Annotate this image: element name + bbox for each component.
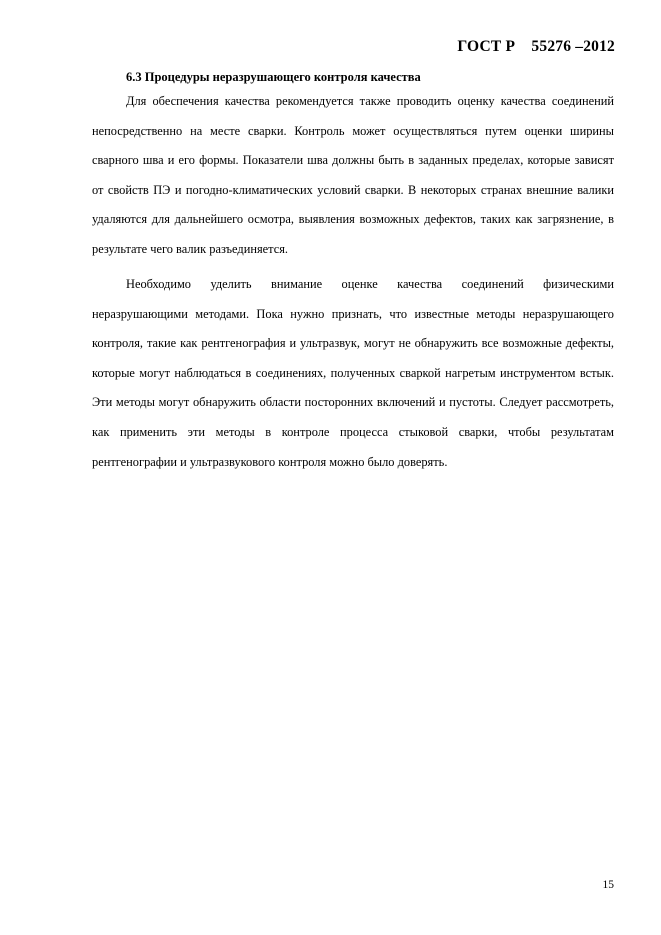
section-title: 6.3 Процедуры неразрушающего контроля качества [126,70,421,84]
page-number: 15 [602,879,614,891]
document-code-header: ГОСТ Р 55276 –2012 [457,38,615,55]
paragraph-2: Необходимо уделить внимание оценке качества соединений физическими неразрушающими методами. Пока нужно признать, что известные методы неразрушающего контроля, такие как рентгенография и ультразвук, могут не обнаружить все возможные дефекты, которые могут наблюдаться в соединениях, полученных сваркой нагретым инструментом встык. Эти методы могут обнаружить области посторонних включений и пустоты. Следует рассмотреть, как применить эти методы в контроле процесса стыковой сварки, чтобы результатам рентгенографии и ультразвукового контроля можно было доверять. [92,277,614,469]
paragraph-1: Для обеспечения качества рекомендуется также проводить оценку качества соединений непосредственно на месте сварки. Контроль может осуществляться путем оценки ширины сварного шва и его формы. Показатели шва должны быть в заданных пределах, которые зависят от свойств ПЭ и погодно-климатических условий сварки. В некоторых странах внешние валики удаляются для дальнейшего осмотра, выявления возможных дефектов, таких как загрязнение, в результате чего валик разъединяется. [92,94,614,256]
